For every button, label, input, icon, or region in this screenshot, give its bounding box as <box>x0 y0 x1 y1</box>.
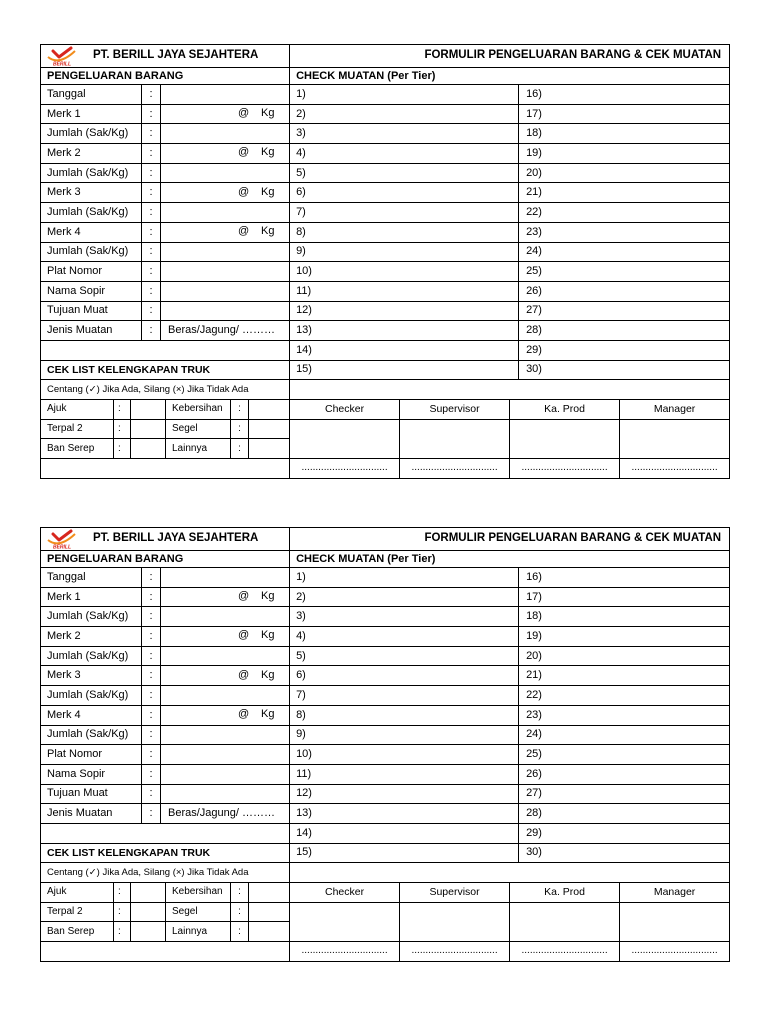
merk-1-row <box>41 587 730 607</box>
check-tier-18: 18) <box>519 607 730 627</box>
supervisor-signature-box <box>400 419 510 458</box>
check-tier-20: 20) <box>519 163 730 183</box>
ka-prod-header: Ka. Prod <box>510 400 620 420</box>
check-tier-27: 27) <box>519 301 730 321</box>
check-tier-26: 26) <box>519 764 730 784</box>
ajuk-label: Ajuk <box>41 883 114 903</box>
merk-4-value <box>161 222 290 242</box>
jumlah-3-label: Jumlah (Sak/Kg) <box>41 686 142 706</box>
check-tier-4: 4) <box>290 144 519 164</box>
check-tier-1: 1) <box>290 568 519 588</box>
manager-signature-line: ............................... <box>620 459 730 479</box>
merk-1-unit: Kg <box>261 107 275 120</box>
merk-4-label: Merk 4 <box>41 222 142 242</box>
jumlah-1-label: Jumlah (Sak/Kg) <box>41 607 142 627</box>
manager-header: Manager <box>620 400 730 420</box>
merk-3-at-sign: @ <box>238 668 250 681</box>
lainnya-label: Lainnya <box>166 439 231 459</box>
tujuan-muat-label: Tujuan Muat <box>41 784 142 804</box>
merk-3-value-wrap <box>161 670 289 682</box>
lainnya-checkbox <box>249 439 290 459</box>
blank-cell <box>41 340 290 360</box>
merk-4-colon: : <box>142 222 161 242</box>
check-tier-27: 27) <box>519 784 730 804</box>
check-tier-13: 13) <box>290 321 519 341</box>
check-tier-15: 15) <box>290 843 519 863</box>
jumlah-3-row <box>41 686 730 706</box>
merk-2-label: Merk 2 <box>41 627 142 647</box>
merk-3-colon: : <box>142 183 161 203</box>
merk-2-at-sign: @ <box>238 146 250 159</box>
jumlah-3-label: Jumlah (Sak/Kg) <box>41 203 142 223</box>
checklist-title: CEK LIST KELENGKAPAN TRUK <box>41 360 290 380</box>
jumlah-3-value <box>161 686 290 706</box>
check-tier-28: 28) <box>519 804 730 824</box>
checklist-title-row <box>41 360 730 380</box>
check-tier-25: 25) <box>519 745 730 765</box>
merk-1-row <box>41 104 730 124</box>
blank-cell <box>41 942 290 962</box>
jenis-muatan-colon: : <box>142 321 161 341</box>
merk-4-unit: Kg <box>261 225 275 238</box>
check-tier-9: 9) <box>290 242 519 262</box>
jumlah-2-label: Jumlah (Sak/Kg) <box>41 163 142 183</box>
signature-line-row <box>41 459 730 479</box>
merk-4-label: Merk 4 <box>41 705 142 725</box>
form-table <box>40 527 730 962</box>
jenis-muatan-value: Beras/Jagung/ ……… <box>161 321 290 341</box>
jumlah-4-row <box>41 725 730 745</box>
checklist-row-1 <box>41 400 730 420</box>
blank-cell <box>41 823 290 843</box>
ajuk-colon: : <box>114 883 131 903</box>
terpal-2-checkbox <box>131 419 166 439</box>
checklist-instruction-row <box>41 863 730 883</box>
merk-2-colon: : <box>142 627 161 647</box>
blank-cell <box>290 380 730 400</box>
segel-colon: : <box>231 419 249 439</box>
check-tier-28: 28) <box>519 321 730 341</box>
checklist-title: CEK LIST KELENGKAPAN TRUK <box>41 843 290 863</box>
merk-1-colon: : <box>142 104 161 124</box>
check-tier-14: 14) <box>290 340 519 360</box>
signature-line-row <box>41 942 730 962</box>
lainnya-checkbox <box>249 922 290 942</box>
check-tier-7: 7) <box>290 686 519 706</box>
check-tier-29: 29) <box>519 340 730 360</box>
merk-4-at-sign: @ <box>238 708 250 721</box>
check-tier-22: 22) <box>519 686 730 706</box>
check-tier-25: 25) <box>519 262 730 282</box>
check-tier-11: 11) <box>290 281 519 301</box>
jumlah-3-colon: : <box>142 203 161 223</box>
merk-2-value-wrap <box>161 630 289 642</box>
nama-sopir-row <box>41 281 730 301</box>
check-muatan-section-title: CHECK MUATAN (Per Tier) <box>290 68 730 85</box>
merk-3-label: Merk 3 <box>41 183 142 203</box>
jumlah-2-value <box>161 646 290 666</box>
blank-row <box>41 340 730 360</box>
merk-2-label: Merk 2 <box>41 144 142 164</box>
check-tier-24: 24) <box>519 725 730 745</box>
tujuan-muat-value <box>161 784 290 804</box>
tujuan-muat-colon: : <box>142 784 161 804</box>
segel-label: Segel <box>166 419 231 439</box>
lainnya-colon: : <box>231 922 249 942</box>
nama-sopir-row <box>41 764 730 784</box>
jumlah-4-value <box>161 725 290 745</box>
jumlah-2-label: Jumlah (Sak/Kg) <box>41 646 142 666</box>
jenis-muatan-colon: : <box>142 804 161 824</box>
merk-4-value <box>161 705 290 725</box>
form-sheet-1 <box>40 44 729 479</box>
pengeluaran-section-title: PENGELUARAN BARANG <box>41 68 290 85</box>
company-header <box>46 46 289 66</box>
ban-serep-label: Ban Serep <box>41 922 114 942</box>
check-tier-5: 5) <box>290 163 519 183</box>
jenis-muatan-value: Beras/Jagung/ ……… <box>161 804 290 824</box>
jumlah-2-value <box>161 163 290 183</box>
checklist-instruction-row <box>41 380 730 400</box>
merk-2-value <box>161 627 290 647</box>
jumlah-4-value <box>161 242 290 262</box>
ban-serep-colon: : <box>114 922 131 942</box>
supervisor-signature-line: ............................... <box>400 459 510 479</box>
segel-checkbox <box>249 902 290 922</box>
merk-3-value <box>161 183 290 203</box>
check-tier-18: 18) <box>519 124 730 144</box>
tujuan-muat-colon: : <box>142 301 161 321</box>
kebersihan-checkbox <box>249 883 290 903</box>
ban-serep-checkbox <box>131 439 166 459</box>
merk-3-unit: Kg <box>261 668 275 681</box>
jumlah-1-colon: : <box>142 124 161 144</box>
nama-sopir-label: Nama Sopir <box>41 281 142 301</box>
ka-prod-signature-line: ............................... <box>510 459 620 479</box>
merk-1-colon: : <box>142 587 161 607</box>
tanggal-label: Tanggal <box>41 568 142 588</box>
ajuk-checkbox <box>131 883 166 903</box>
merk-4-row <box>41 222 730 242</box>
tujuan-muat-value <box>161 301 290 321</box>
check-tier-13: 13) <box>290 804 519 824</box>
merk-4-value-wrap <box>161 226 289 238</box>
plat-nomor-colon: : <box>142 262 161 282</box>
segel-colon: : <box>231 902 249 922</box>
form-sheet-2 <box>40 527 729 962</box>
merk-3-colon: : <box>142 666 161 686</box>
kebersihan-colon: : <box>231 883 249 903</box>
merk-1-value-wrap <box>161 108 289 120</box>
checker-header: Checker <box>290 400 400 420</box>
checker-header: Checker <box>290 883 400 903</box>
nama-sopir-value <box>161 281 290 301</box>
plat-nomor-value <box>161 262 290 282</box>
company-name: PT. BERILL JAYA SEJAHTERA <box>93 49 259 62</box>
nama-sopir-colon: : <box>142 281 161 301</box>
ban-serep-label: Ban Serep <box>41 439 114 459</box>
check-tier-3: 3) <box>290 124 519 144</box>
check-tier-19: 19) <box>519 144 730 164</box>
check-tier-16: 16) <box>519 85 730 105</box>
check-tier-14: 14) <box>290 823 519 843</box>
jumlah-4-colon: : <box>142 242 161 262</box>
jumlah-1-row <box>41 607 730 627</box>
check-tier-12: 12) <box>290 301 519 321</box>
merk-2-value-wrap <box>161 147 289 159</box>
ajuk-colon: : <box>114 400 131 420</box>
blank-row <box>41 823 730 843</box>
manager-signature-box <box>620 902 730 941</box>
merk-1-at-sign: @ <box>238 590 250 603</box>
check-tier-15: 15) <box>290 360 519 380</box>
segel-checkbox <box>249 419 290 439</box>
supervisor-header: Supervisor <box>400 883 510 903</box>
company-header-cell <box>41 528 290 551</box>
terpal-2-label: Terpal 2 <box>41 419 114 439</box>
tanggal-colon: : <box>142 568 161 588</box>
check-tier-9: 9) <box>290 725 519 745</box>
manager-signature-line: ............................... <box>620 942 730 962</box>
kebersihan-label: Kebersihan <box>166 400 231 420</box>
merk-2-colon: : <box>142 144 161 164</box>
plat-nomor-label: Plat Nomor <box>41 262 142 282</box>
check-tier-6: 6) <box>290 666 519 686</box>
jumlah-4-label: Jumlah (Sak/Kg) <box>41 725 142 745</box>
check-tier-7: 7) <box>290 203 519 223</box>
ajuk-label: Ajuk <box>41 400 114 420</box>
check-tier-24: 24) <box>519 242 730 262</box>
logo-wordmark: BERILL <box>52 61 72 66</box>
jumlah-1-label: Jumlah (Sak/Kg) <box>41 124 142 144</box>
kebersihan-checkbox <box>249 400 290 420</box>
merk-2-row <box>41 627 730 647</box>
ka-prod-signature-box <box>510 902 620 941</box>
supervisor-signature-line: ............................... <box>400 942 510 962</box>
check-tier-23: 23) <box>519 222 730 242</box>
merk-3-unit: Kg <box>261 185 275 198</box>
check-tier-6: 6) <box>290 183 519 203</box>
tujuan-muat-label: Tujuan Muat <box>41 301 142 321</box>
kebersihan-label: Kebersihan <box>166 883 231 903</box>
jumlah-3-colon: : <box>142 686 161 706</box>
merk-1-value <box>161 104 290 124</box>
check-tier-21: 21) <box>519 666 730 686</box>
company-logo-icon <box>46 529 78 549</box>
jumlah-1-row <box>41 124 730 144</box>
section-title-row <box>41 68 730 85</box>
merk-3-value-wrap <box>161 187 289 199</box>
checker-signature-box <box>290 419 400 458</box>
nama-sopir-label: Nama Sopir <box>41 764 142 784</box>
check-tier-8: 8) <box>290 705 519 725</box>
section-title-row <box>41 551 730 568</box>
jumlah-2-row <box>41 646 730 666</box>
company-header <box>46 529 289 549</box>
merk-3-row <box>41 666 730 686</box>
tanggal-colon: : <box>142 85 161 105</box>
terpal-2-label: Terpal 2 <box>41 902 114 922</box>
ajuk-checkbox <box>131 400 166 420</box>
check-tier-11: 11) <box>290 764 519 784</box>
checklist-row-2 <box>41 419 730 439</box>
ka-prod-signature-line: ............................... <box>510 942 620 962</box>
checklist-row-1 <box>41 883 730 903</box>
merk-2-unit: Kg <box>261 146 275 159</box>
check-tier-17: 17) <box>519 587 730 607</box>
checker-signature-line: ............................... <box>290 942 400 962</box>
company-name: PT. BERILL JAYA SEJAHTERA <box>93 532 259 545</box>
tujuan-muat-row <box>41 301 730 321</box>
check-tier-12: 12) <box>290 784 519 804</box>
company-header-cell <box>41 45 290 68</box>
terpal-2-colon: : <box>114 419 131 439</box>
terpal-2-colon: : <box>114 902 131 922</box>
jenis-muatan-row <box>41 321 730 341</box>
check-tier-8: 8) <box>290 222 519 242</box>
jumlah-3-row <box>41 203 730 223</box>
check-tier-10: 10) <box>290 745 519 765</box>
jumlah-4-colon: : <box>142 725 161 745</box>
jumlah-4-row <box>41 242 730 262</box>
header-row <box>41 528 730 551</box>
ka-prod-signature-box <box>510 419 620 458</box>
jenis-muatan-row <box>41 804 730 824</box>
plat-nomor-colon: : <box>142 745 161 765</box>
terpal-2-checkbox <box>131 902 166 922</box>
merk-3-value <box>161 666 290 686</box>
check-tier-21: 21) <box>519 183 730 203</box>
check-tier-5: 5) <box>290 646 519 666</box>
merk-4-at-sign: @ <box>238 225 250 238</box>
tanggal-row <box>41 568 730 588</box>
blank-cell <box>41 459 290 479</box>
manager-signature-box <box>620 419 730 458</box>
checker-signature-box <box>290 902 400 941</box>
tanggal-label: Tanggal <box>41 85 142 105</box>
plat-nomor-row <box>41 262 730 282</box>
form-title: FORMULIR PENGELUARAN BARANG & CEK MUATAN <box>290 45 730 68</box>
plat-nomor-value <box>161 745 290 765</box>
jumlah-1-value <box>161 124 290 144</box>
check-tier-16: 16) <box>519 568 730 588</box>
merk-2-at-sign: @ <box>238 629 250 642</box>
check-tier-20: 20) <box>519 646 730 666</box>
jumlah-3-value <box>161 203 290 223</box>
merk-1-at-sign: @ <box>238 107 250 120</box>
check-tier-3: 3) <box>290 607 519 627</box>
supervisor-header: Supervisor <box>400 400 510 420</box>
merk-4-unit: Kg <box>261 708 275 721</box>
jumlah-2-row <box>41 163 730 183</box>
check-tier-2: 2) <box>290 587 519 607</box>
lainnya-colon: : <box>231 439 249 459</box>
jumlah-2-colon: : <box>142 646 161 666</box>
jumlah-1-value <box>161 607 290 627</box>
checklist-instruction: Centang (✓) Jika Ada, Silang (×) Jika Tidak Ada <box>41 380 290 400</box>
merk-3-at-sign: @ <box>238 185 250 198</box>
blank-cell <box>290 863 730 883</box>
company-logo-icon <box>46 46 78 66</box>
check-tier-10: 10) <box>290 262 519 282</box>
form-title: FORMULIR PENGELUARAN BARANG & CEK MUATAN <box>290 528 730 551</box>
merk-1-label: Merk 1 <box>41 104 142 124</box>
check-tier-30: 30) <box>519 843 730 863</box>
nama-sopir-colon: : <box>142 764 161 784</box>
check-tier-19: 19) <box>519 627 730 647</box>
header-row <box>41 45 730 68</box>
check-tier-29: 29) <box>519 823 730 843</box>
check-tier-22: 22) <box>519 203 730 223</box>
merk-1-unit: Kg <box>261 590 275 603</box>
nama-sopir-value <box>161 764 290 784</box>
jumlah-2-colon: : <box>142 163 161 183</box>
lainnya-label: Lainnya <box>166 922 231 942</box>
checklist-title-row <box>41 843 730 863</box>
merk-2-row <box>41 144 730 164</box>
manager-header: Manager <box>620 883 730 903</box>
merk-1-value <box>161 587 290 607</box>
check-tier-30: 30) <box>519 360 730 380</box>
merk-2-unit: Kg <box>261 629 275 642</box>
merk-4-row <box>41 705 730 725</box>
jumlah-1-colon: : <box>142 607 161 627</box>
jenis-muatan-label: Jenis Muatan <box>41 321 142 341</box>
ka-prod-header: Ka. Prod <box>510 883 620 903</box>
logo-wordmark: BERILL <box>52 544 72 549</box>
supervisor-signature-box <box>400 902 510 941</box>
tanggal-value <box>161 85 290 105</box>
check-tier-1: 1) <box>290 85 519 105</box>
check-muatan-section-title: CHECK MUATAN (Per Tier) <box>290 551 730 568</box>
merk-4-colon: : <box>142 705 161 725</box>
tujuan-muat-row <box>41 784 730 804</box>
merk-3-row <box>41 183 730 203</box>
jenis-muatan-label: Jenis Muatan <box>41 804 142 824</box>
jumlah-4-label: Jumlah (Sak/Kg) <box>41 242 142 262</box>
kebersihan-colon: : <box>231 400 249 420</box>
tanggal-value <box>161 568 290 588</box>
checker-signature-line: ............................... <box>290 459 400 479</box>
merk-2-value <box>161 144 290 164</box>
pengeluaran-section-title: PENGELUARAN BARANG <box>41 551 290 568</box>
check-tier-23: 23) <box>519 705 730 725</box>
ban-serep-colon: : <box>114 439 131 459</box>
form-table <box>40 44 730 479</box>
plat-nomor-label: Plat Nomor <box>41 745 142 765</box>
checklist-row-2 <box>41 902 730 922</box>
tanggal-row <box>41 85 730 105</box>
check-tier-17: 17) <box>519 104 730 124</box>
segel-label: Segel <box>166 902 231 922</box>
merk-4-value-wrap <box>161 709 289 721</box>
ban-serep-checkbox <box>131 922 166 942</box>
checklist-instruction: Centang (✓) Jika Ada, Silang (×) Jika Tidak Ada <box>41 863 290 883</box>
check-tier-2: 2) <box>290 104 519 124</box>
plat-nomor-row <box>41 745 730 765</box>
merk-3-label: Merk 3 <box>41 666 142 686</box>
check-tier-26: 26) <box>519 281 730 301</box>
merk-1-value-wrap <box>161 591 289 603</box>
merk-1-label: Merk 1 <box>41 587 142 607</box>
check-tier-4: 4) <box>290 627 519 647</box>
